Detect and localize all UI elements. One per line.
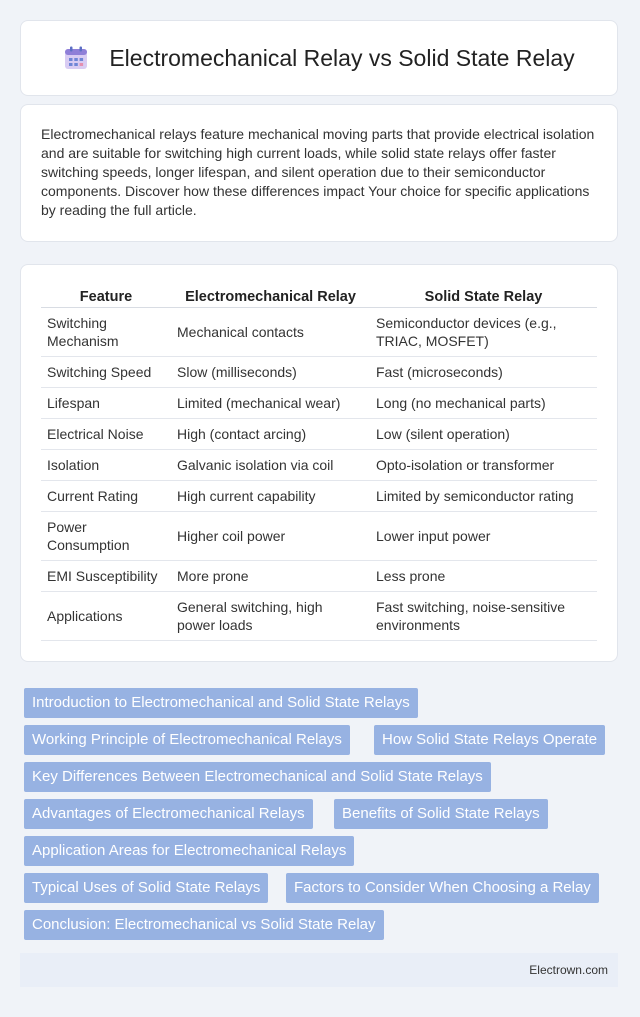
- table-cell: Power Consumption: [41, 512, 171, 561]
- table-cell: Slow (milliseconds): [171, 357, 370, 388]
- column-header: Solid State Relay: [370, 285, 597, 308]
- table-cell: Electrical Noise: [41, 419, 171, 450]
- page-title: Electromechanical Relay vs Solid State Relay: [109, 44, 575, 71]
- table-cell: Current Rating: [41, 481, 171, 512]
- table-row: [41, 561, 597, 592]
- table-cell: Galvanic isolation via coil: [171, 450, 370, 481]
- table-cell: High (contact arcing): [171, 419, 370, 450]
- table-cell: Fast (microseconds): [370, 357, 597, 388]
- topic-link[interactable]: How Solid State Relays Operate: [374, 725, 605, 755]
- table-row: [41, 592, 597, 641]
- intro-card: [20, 104, 618, 242]
- table-cell: General switching, high power loads: [171, 592, 370, 641]
- footer-brand: Electrown.com: [529, 963, 608, 977]
- table-cell: Lower input power: [370, 512, 597, 561]
- topic-link[interactable]: Typical Uses of Solid State Relays: [24, 873, 268, 903]
- table-cell: Lifespan: [41, 388, 171, 419]
- calendar-grid-icon: [63, 45, 89, 71]
- table-row: [41, 308, 597, 357]
- table-row: [41, 388, 597, 419]
- table-row: [41, 419, 597, 450]
- topic-link[interactable]: Working Principle of Electromechanical Relays: [24, 725, 350, 755]
- table-cell: Switching Speed: [41, 357, 171, 388]
- table-cell: Semiconductor devices (e.g., TRIAC, MOSFET): [370, 308, 597, 357]
- table-cell: Opto-isolation or transformer: [370, 450, 597, 481]
- topic-link[interactable]: Introduction to Electromechanical and Solid State Relays: [24, 688, 418, 718]
- intro-text: Electromechanical relays feature mechanical moving parts that provide electrical isolation and are suitable for switching high current loads, while solid state relays offer faster switching speeds, longer lifespan, and silent operation due to their semiconductor components. Discover how these differences impact Your choice for specific applications by reading the full article.: [41, 126, 595, 218]
- topic-link[interactable]: Advantages of Electromechanical Relays: [24, 799, 313, 829]
- table-cell: Higher coil power: [171, 512, 370, 561]
- table-cell: Limited by semiconductor rating: [370, 481, 597, 512]
- topic-link[interactable]: Benefits of Solid State Relays: [334, 799, 548, 829]
- table-cell: Mechanical contacts: [171, 308, 370, 357]
- table-header-row: [41, 285, 597, 308]
- table-cell: Less prone: [370, 561, 597, 592]
- table-cell: High current capability: [171, 481, 370, 512]
- table-row: [41, 481, 597, 512]
- topic-link[interactable]: Key Differences Between Electromechanical and Solid State Relays: [24, 762, 491, 792]
- table-cell: Switching Mechanism: [41, 308, 171, 357]
- table-cell: Isolation: [41, 450, 171, 481]
- table-cell: Limited (mechanical wear): [171, 388, 370, 419]
- page-header: [20, 20, 618, 96]
- column-header: Feature: [41, 285, 171, 308]
- table-row: [41, 450, 597, 481]
- comparison-table: [41, 285, 597, 641]
- topic-link[interactable]: Factors to Consider When Choosing a Relay: [286, 873, 599, 903]
- table-row: [41, 357, 597, 388]
- topic-link[interactable]: Conclusion: Electromechanical vs Solid State Relay: [24, 910, 384, 940]
- table-cell: EMI Susceptibility: [41, 561, 171, 592]
- table-cell: Low (silent operation): [370, 419, 597, 450]
- column-header: Electromechanical Relay: [171, 285, 370, 308]
- table-cell: More prone: [171, 561, 370, 592]
- table-cell: Long (no mechanical parts): [370, 388, 597, 419]
- table-row: [41, 512, 597, 561]
- comparison-table-card: [20, 264, 618, 662]
- page-footer: [20, 953, 618, 987]
- topic-link[interactable]: Application Areas for Electromechanical Relays: [24, 836, 354, 866]
- table-cell: Applications: [41, 592, 171, 641]
- table-cell: Fast switching, noise-sensitive environments: [370, 592, 597, 641]
